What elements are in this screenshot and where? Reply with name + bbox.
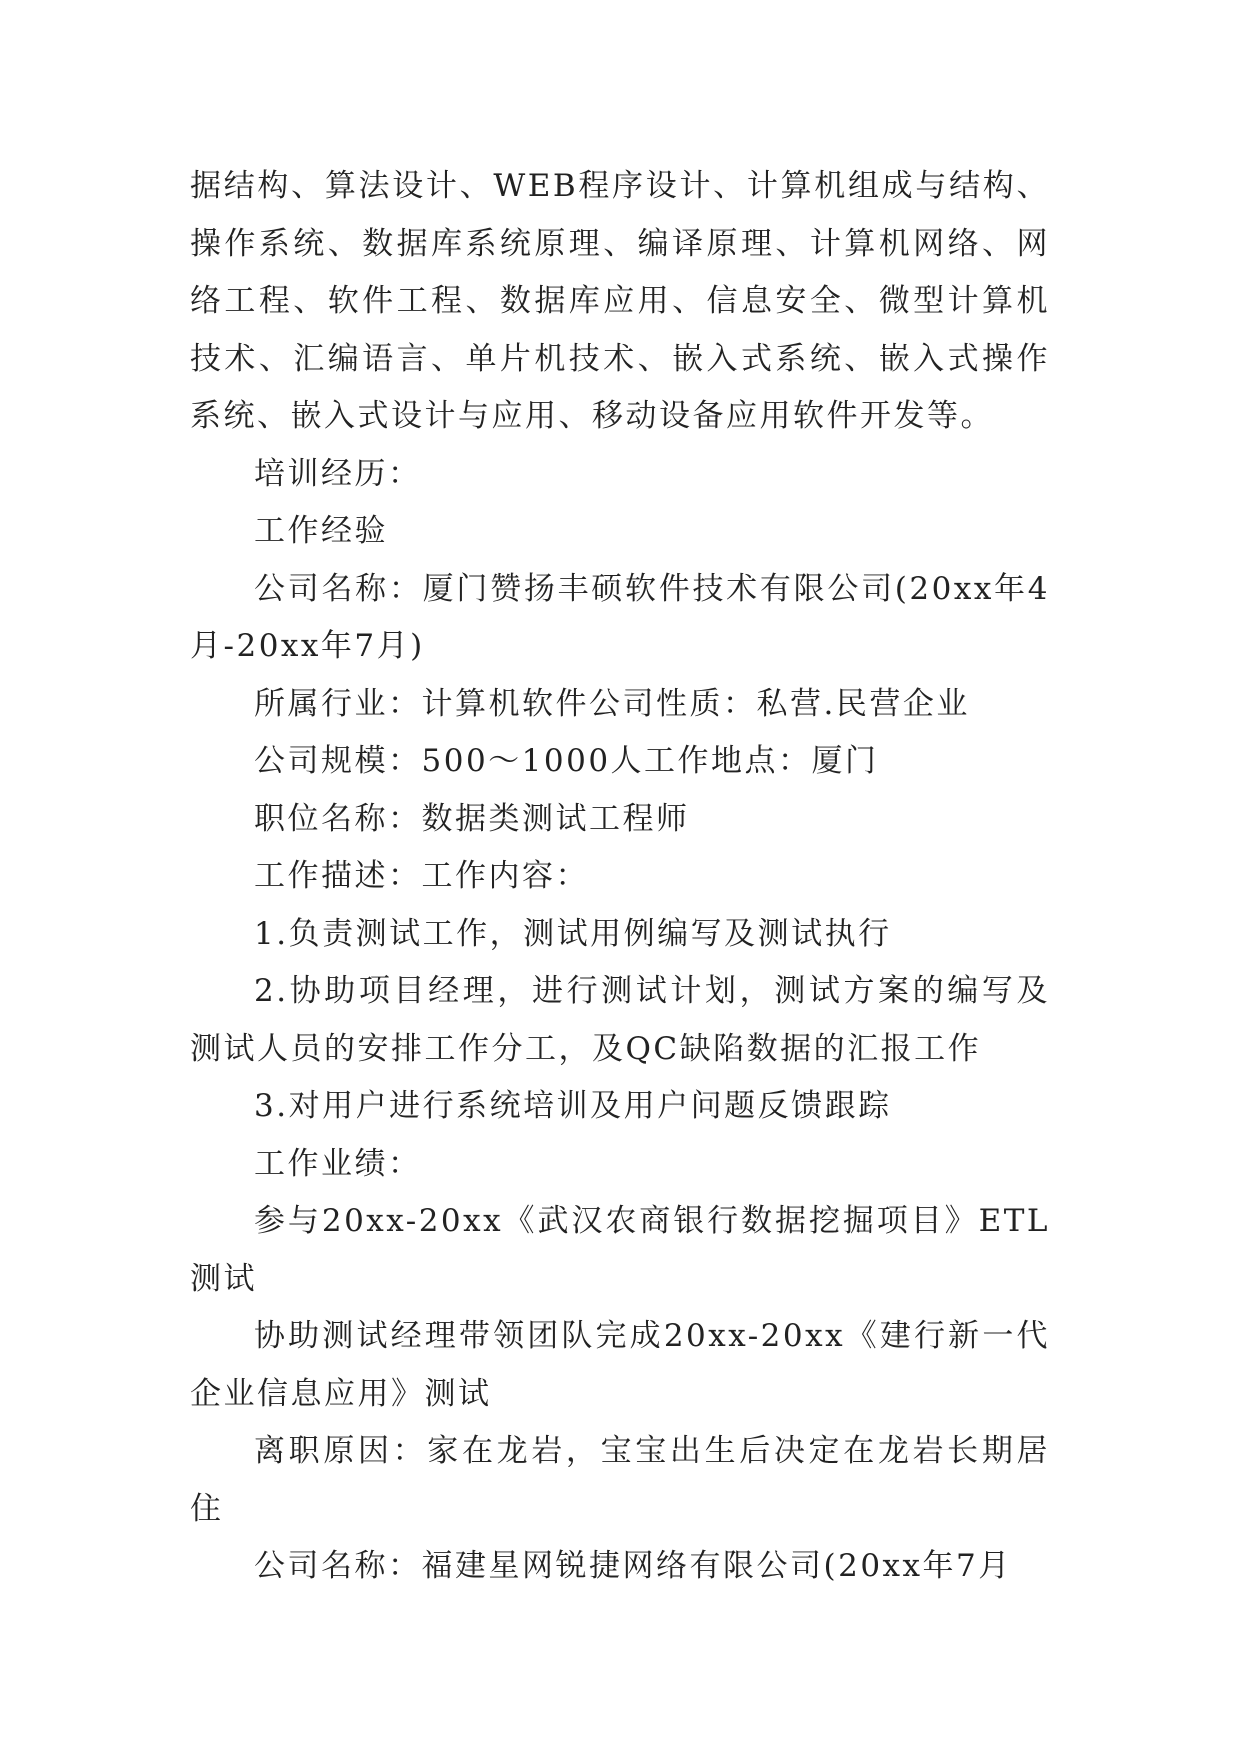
paragraph-duty-3: 3.对用户进行系统培训及用户问题反馈跟踪 <box>254 1088 892 1124</box>
paragraph-company-name-2: 公司名称：福建星网锐捷网络有限公司(20xx年7月 <box>254 1548 1012 1584</box>
paragraph-company-size: 公司规模：500～1000人工作地点：厦门 <box>254 743 879 779</box>
paragraph-work-experience-heading: 工作经验 <box>254 513 388 549</box>
paragraph-industry: 所属行业：计算机软件公司性质：私营.民营企业 <box>254 685 970 722</box>
paragraph-training-heading: 培训经历： <box>254 455 422 492</box>
paragraph-achievements-heading: 工作业绩： <box>254 1145 422 1182</box>
paragraph-duty-1: 1.负责测试工作，测试用例编写及测试执行 <box>254 915 892 952</box>
paragraph-job-title: 职位名称：数据类测试工程师 <box>254 800 690 837</box>
paragraph-course-list: 据结构、算法设计、WEB程序设计、计算机组成与结构、操作系统、数据库系统原理、编译原理、计算机网络、网络工程、软件工程、数据库应用、信息安全、微型计算机技术、汇编语言、单片机技术、嵌入式系统、嵌入式操作系统、嵌入式设计与应用、移动设备应用软件开发等。 <box>190 168 1050 434</box>
paragraph-leaving-reason: 离职原因：家在龙岩，宝宝出生后决定在龙岩长期居住 <box>190 1433 1050 1527</box>
paragraph-company-name-1: 公司名称：厦门赞扬丰硕软件技术有限公司(20xx年4月-20xx年7月) <box>190 570 1050 664</box>
paragraph-duty-2: 2.协助项目经理，进行测试计划，测试方案的编写及测试人员的安排工作分工，及QC缺陷数据的汇报工作 <box>190 973 1050 1067</box>
document-body <box>190 158 1050 1596</box>
paragraph-achievement-1: 参与20xx-20xx《武汉农商银行数据挖掘项目》ETL测试 <box>190 1203 1050 1297</box>
paragraph-achievement-2: 协助测试经理带领团队完成20xx-20xx《建行新一代企业信息应用》测试 <box>190 1318 1050 1412</box>
paragraph-job-description: 工作描述：工作内容： <box>254 858 589 894</box>
